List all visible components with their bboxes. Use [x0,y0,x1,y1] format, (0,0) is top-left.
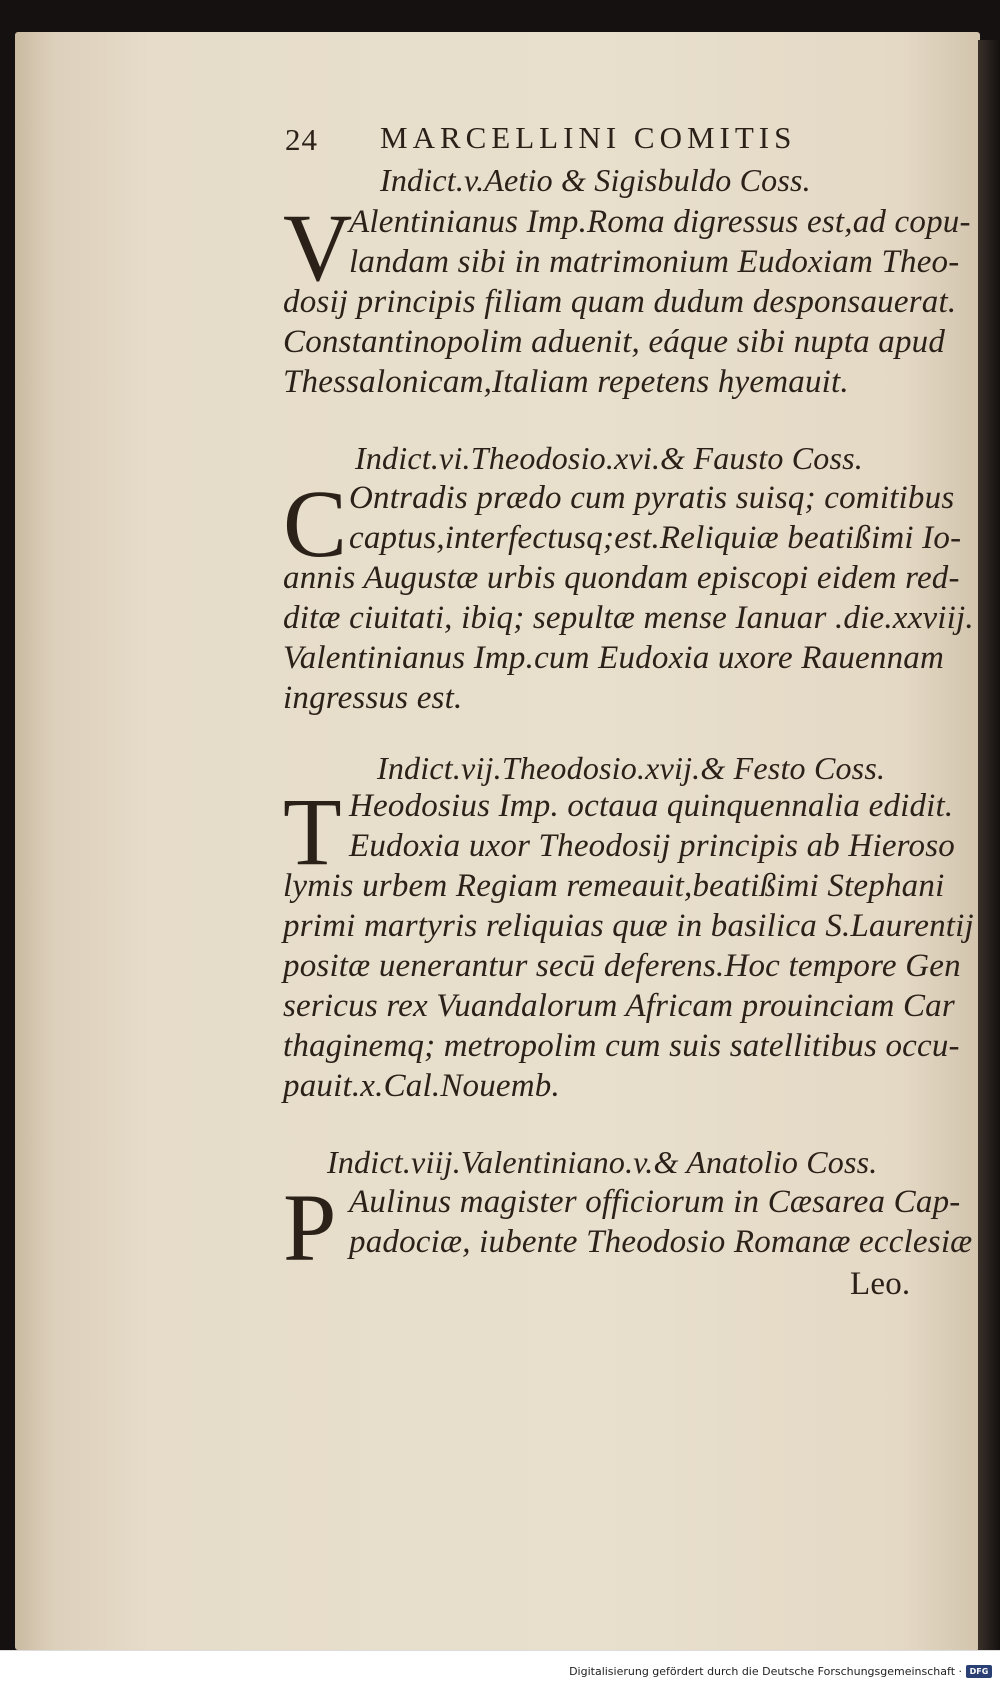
text-line: ingressus est. [283,680,463,716]
text-line: lymis urbem Regiam remeauit,beatißimi Stephani [283,868,945,904]
book-page [15,32,980,1650]
drop-initial: T [283,778,342,885]
text-line: Constantinopolim aduenit, eáque sibi nupta apud [283,324,946,360]
text-line: thaginemq; metropolim cum suis satellitibus occu- [283,1028,960,1064]
text-line: dosij principis filiam quam dudum desponsauerat. [283,284,957,320]
text-line: Eudoxia uxor Theodosij principis ab Hieroso [349,828,955,864]
section-heading: Indict.vi.Theodosio.xvi.& Fausto Coss. [355,440,864,476]
text-line: ditæ ciuitati, ibiq; sepultæ mense Ianuar .die.xxviij. [283,600,974,636]
text-line: annis Augustæ urbis quondam episcopi eidem red- [283,560,960,596]
text-line: pauit.x.Cal.Nouemb. [283,1068,560,1104]
text-line: Valentinianus Imp.cum Eudoxia uxore Rauennam [283,640,945,676]
text-line: Ontradis prædo cum pyratis suisq; comitibus [349,480,955,516]
drop-initial: V [283,194,353,301]
text-line: captus,interfectusq;est.Reliquiæ beatißimi Io- [349,520,962,556]
drop-initial: C [283,470,348,577]
page-number: 24 [285,122,318,157]
dfg-logo: DFG [966,1665,992,1678]
text-line: Aulinus magister officiorum in Cæsarea Cap- [349,1184,961,1220]
text-line: positæ uenerantur secū deferens.Hoc tempore Gen [283,948,961,984]
running-head: MARCELLINI COMITIS [380,120,797,155]
drop-initial: P [283,1174,337,1281]
section-heading: Indict.vij.Theodosio.xvij.& Festo Coss. [377,750,886,786]
text-line: Alentinianus Imp.Roma digressus est,ad copu- [349,204,971,240]
funding-credit: Digitalisierung gefördert durch die Deutsche Forschungsgemeinschaft · [569,1665,962,1678]
section-heading: Indict.v.Aetio & Sigisbuldo Coss. [380,162,811,198]
text-line: landam sibi in matrimonium Eudoxiam Theo- [349,244,960,280]
catchword: Leo. [850,1266,911,1302]
section-heading: Indict.viij.Valentiniano.v.& Anatolio Coss. [327,1144,878,1180]
digitization-footer [0,1650,1000,1694]
text-line: Thessalonicam,Italiam repetens hyemauit. [283,364,849,400]
text-line: sericus rex Vuandalorum Africam prouinciam Car [283,988,955,1024]
page-edge-shadow [978,40,1000,1650]
text-line: padociæ, iubente Theodosio Romanæ ecclesiæ [349,1224,973,1260]
text-line: Heodosius Imp. octaua quinquennalia edidit. [349,788,954,824]
text-line: primi martyris reliquias quæ in basilica S.Laurentij [283,908,974,944]
